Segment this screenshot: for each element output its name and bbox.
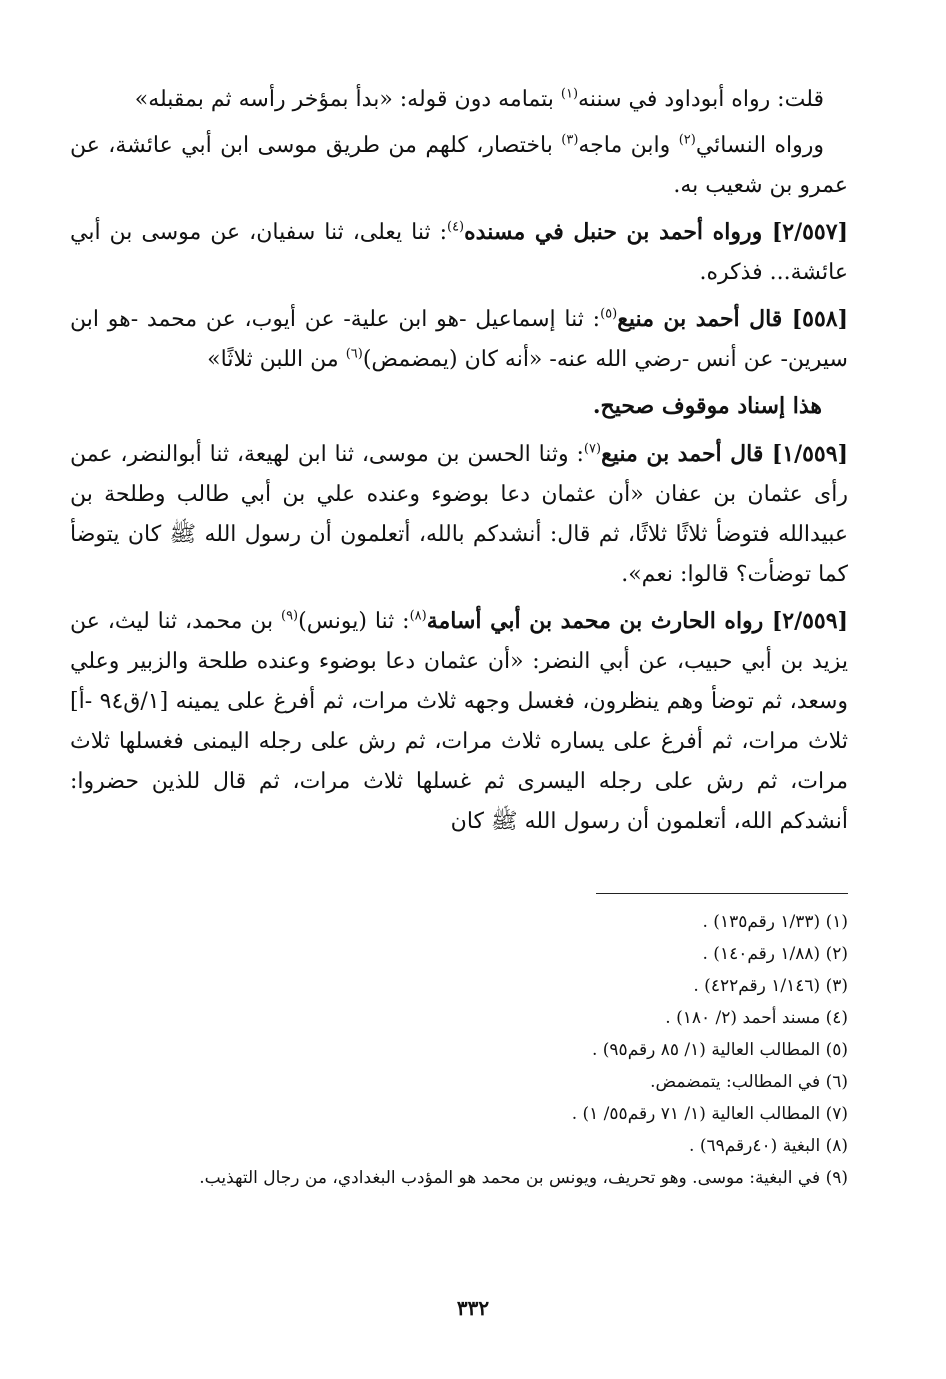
footnote-ref-8[interactable]: (٨) [409,608,427,624]
footnote-ref-6[interactable]: (٦) [345,346,363,362]
footnote-8: (٨) البغية (٤٠رقم٦٩) . [689,1136,848,1156]
paragraph-6 [70,434,848,595]
p2-text-a: ورواه النسائي [695,133,825,158]
footnote-separator [596,893,848,894]
p1-text-b: بتمامه دون قوله: «بدأ بمؤخر رأسه ثم بمقبله» [134,87,561,112]
p3-body: : ثنا يعلى، ثنا سفيان، عن موسى بن أبي عائشة... فذكره. [70,220,848,285]
footnote-ref-5[interactable]: (٥) [600,306,618,322]
main-text [70,80,848,848]
footnote-5: (٥) المطالب العالية (١/ ٨٥ رقم٩٥) . [591,1040,848,1060]
p4-text-a: : ثنا إسماعيل -هو ابن علية- عن أيوب، عن محمد -هو ابن سيرين- عن أنس -رضي الله عنه- «أنه كان (يمضمض) [70,307,848,372]
footnote-ref-4[interactable]: (٤) [446,219,465,235]
paragraph-4 [70,299,848,380]
footnote-ref-7[interactable]: (٧) [583,441,602,457]
footnote-4: (٤) مسند أحمد (٢/ ١٨٠) . [665,1008,848,1028]
footnote-ref-1[interactable]: (١) [560,86,579,102]
p6-body: : وثنا الحسن بن موسى، ثنا ابن لهيعة، ثنا أبوالنضر، عمن رأى عثمان بن عفان «أن عثمان دعا بوضوء وعنده علي بن أبي طالب وطلحة بن عبيدالله فتوضأ ثلاثًا ثلاثًا، ثم قال: أنشدكم بالله، أتعلمون أن رسول الله ﷺ كان يتوضأ كما توضأت؟ قالوا: نعم». [70,442,848,587]
p4-heading: [٥٥٨] قال أحمد بن منيع [617,306,849,332]
footnote-ref-2[interactable]: (٢) [678,132,696,148]
footnote-6: (٦) في المطالب: يتمضمض. [650,1072,848,1092]
p7-text-a: : ثنا (يونس) [298,609,410,634]
footnote-7: (٧) المطالب العالية (١/ ٧١ رقم٥٥/ ١) . [571,1104,848,1124]
p1-text-a: قلت: رواه أبوداود في سننه [578,87,824,112]
paragraph-2 [70,126,848,206]
p2-text-c: باختصار، كلهم من طريق موسى ابن أبي عائشة، عن عمرو بن شعيب به. [70,133,848,198]
footnote-2: (٢) (١/٨٨ رقم١٤٠) . [702,944,848,964]
p6-heading: [١/٥٥٩] قال أحمد بن منيع [601,441,848,467]
p3-heading: [٢/٥٥٧] ورواه أحمد بن حنبل في مسنده [464,219,848,245]
p7-heading: [٢/٥٥٩] رواه الحارث بن محمد بن أبي أسامة [426,608,848,634]
isnad-judgement: هذا إسناد موقوف صحيح. [592,393,822,419]
paragraph-1 [70,80,848,120]
footnote-1: (١) (١/٣٣ رقم١٣٥) . [702,912,848,932]
footnote-9: (٩) في البغية: موسى. وهو تحريف، ويونس بن محمد هو المؤدب البغدادي، من رجال التهذيب. [199,1168,848,1188]
footnote-ref-3[interactable]: (٣) [561,132,579,148]
paragraph-3 [70,212,848,293]
paragraph-7 [70,601,848,842]
footnote-3: (٣) (١/١٤٦ رقم٤٢٢) . [693,976,848,996]
footnotes [70,906,848,1194]
page-number: ٣٣٢ [456,1296,490,1320]
p4-text-b: من اللبن ثلاثًا» [207,347,346,372]
footnote-ref-9[interactable]: (٩) [280,608,299,624]
p2-text-b: وابن ماجه [578,133,679,158]
p7-body: بن محمد، ثنا ليث، عن يزيد بن أبي حبيب، عن أبي النضر: «أن عثمان دعا بوضوء وعنده طلحة والزبير وعلي وسعد، ثم توضأ وهم ينظرون، فغسل وجهه ثلاث مرات، ثم أفرغ على يمينه [١/ق٩٤ -أ] ثلاث مرات، ثم أفرغ على يساره ثلاث مرات، ثم رش على رجله اليمنى فغسلها ثلاث مرات، ثم رش على رجله اليسرى ثم غسلها ثلاث مرات، ثم قال للذين حضروا: أنشدكم الله، أتعلمون أن رسول الله ﷺ كان [70,609,849,834]
